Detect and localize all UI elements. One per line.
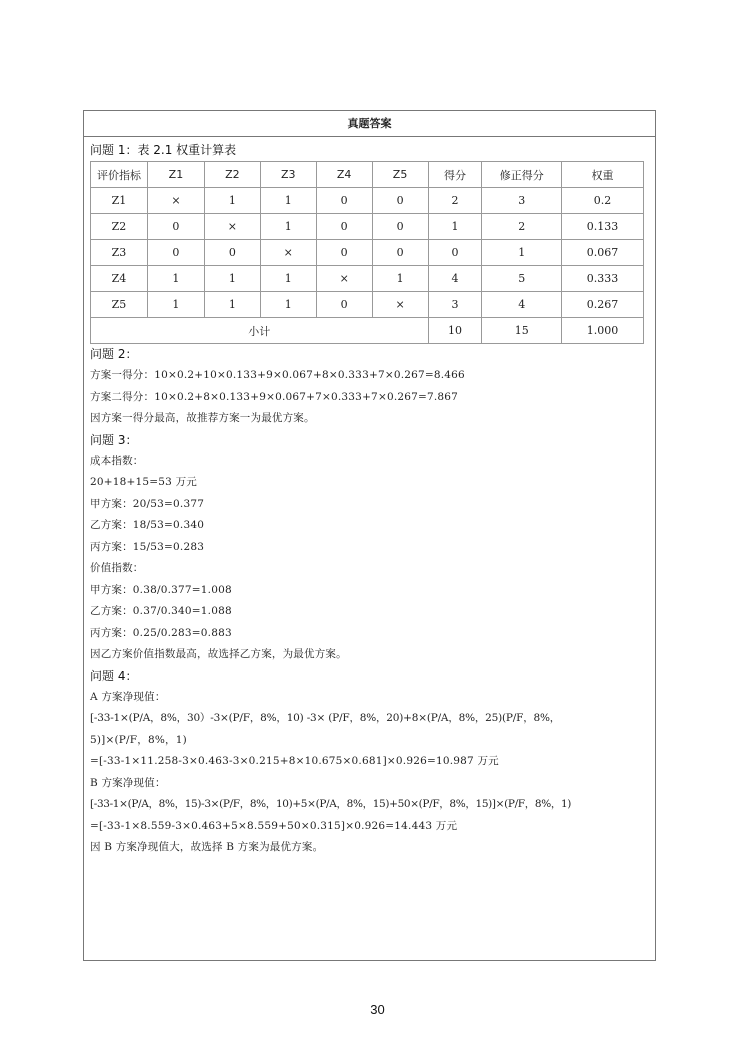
table-cell: 4 xyxy=(428,266,482,292)
table-cell: 0.067 xyxy=(562,240,644,266)
total-weight: 1.000 xyxy=(562,318,644,344)
table-cell: 0.2 xyxy=(562,188,644,214)
q4-line: 5)]×(P/F，8%，1) xyxy=(90,733,187,746)
q2-line: 方案二得分：10×0.2+8×0.133+9×0.067+7×0.333+7×0.267=7.867 xyxy=(90,390,459,403)
table-cell: 1 xyxy=(204,266,260,292)
column-header: 得分 xyxy=(428,162,482,188)
table-cell: 1 xyxy=(428,214,482,240)
table-cell: 0 xyxy=(372,214,428,240)
table-cell: 1 xyxy=(260,188,316,214)
table-cell: 1 xyxy=(204,188,260,214)
total-score: 10 xyxy=(428,318,482,344)
table-cell: Z4 xyxy=(91,266,148,292)
table-row xyxy=(91,188,644,214)
table-cell: Z3 xyxy=(91,240,148,266)
table-cell: 1 xyxy=(147,266,204,292)
q1-title: 问题 1：表 2.1 权重计算表 xyxy=(90,143,237,157)
table-cell: 0.267 xyxy=(562,292,644,318)
table-cell: 0 xyxy=(428,240,482,266)
table-cell: 0 xyxy=(372,240,428,266)
q4-line: [-33-1×(P/A，8%，15)-3×(P/F，8%，10)+5×(P/A，8%，15)+50×(P/F，8%，15)]×(P/F，8%，1) xyxy=(90,798,572,810)
q4-line: A 方案净现值： xyxy=(90,690,166,703)
q4-line: B 方案净现值： xyxy=(90,776,166,789)
table-row xyxy=(91,240,644,266)
q3-line: 甲方案：20/53=0.377 xyxy=(90,497,205,510)
table-row xyxy=(91,292,644,318)
q3-line: 成本指数： xyxy=(90,454,144,467)
table-cell: 1 xyxy=(260,266,316,292)
weight-table xyxy=(90,161,644,344)
table-cell: 4 xyxy=(482,292,562,318)
table-cell: Z5 xyxy=(91,292,148,318)
table-cell: × xyxy=(204,214,260,240)
table-cell: 5 xyxy=(482,266,562,292)
table-cell: 3 xyxy=(482,188,562,214)
table-cell: × xyxy=(260,240,316,266)
column-header: Z2 xyxy=(204,162,260,188)
answer-content xyxy=(84,137,655,859)
table-cell: × xyxy=(147,188,204,214)
q2-line: 因方案一得分最高，故推荐方案一为最优方案。 xyxy=(90,412,315,424)
table-cell: Z1 xyxy=(91,188,148,214)
table-cell: 2 xyxy=(428,188,482,214)
q2-line: 方案一得分：10×0.2+10×0.133+9×0.067+8×0.333+7×0.267=8.466 xyxy=(90,369,465,381)
table-cell: 3 xyxy=(428,292,482,318)
table-cell: × xyxy=(372,292,428,318)
table-cell: × xyxy=(316,266,372,292)
answer-frame xyxy=(83,110,656,961)
column-header: Z1 xyxy=(147,162,204,188)
q4-line: 因 B 方案净现值大，故选择 B 方案为最优方案。 xyxy=(90,841,324,853)
q3-title: 问题 3： xyxy=(90,432,138,447)
table-cell: 1 xyxy=(204,292,260,318)
table-cell: 1 xyxy=(260,292,316,318)
q3-line: 20+18+15=53 万元 xyxy=(90,476,197,488)
table-cell: 1 xyxy=(372,266,428,292)
q3-line: 丙方案：0.25/0.283=0.883 xyxy=(90,626,232,639)
table-cell: 0 xyxy=(316,188,372,214)
total-label: 小计 xyxy=(91,318,429,344)
column-header: Z3 xyxy=(260,162,316,188)
column-header: 修正得分 xyxy=(482,162,562,188)
q4-title: 问题 4： xyxy=(90,668,138,683)
table-cell: 0.333 xyxy=(562,266,644,292)
q3-line: 价值指数： xyxy=(90,562,144,574)
q3-line: 因乙方案价值指数最高，故选择乙方案，为最优方案。 xyxy=(90,648,347,660)
table-row xyxy=(91,214,644,240)
table-cell: 0 xyxy=(147,240,204,266)
table-cell: 1 xyxy=(147,292,204,318)
column-header: 权重 xyxy=(562,162,644,188)
table-cell: 2 xyxy=(482,214,562,240)
table-cell: 0 xyxy=(316,240,372,266)
column-header: Z5 xyxy=(372,162,428,188)
table-cell: 0 xyxy=(147,214,204,240)
table-cell: 0 xyxy=(316,214,372,240)
table-cell: Z2 xyxy=(91,214,148,240)
column-header: Z4 xyxy=(316,162,372,188)
page-number: 30 xyxy=(370,1002,385,1017)
q4-line: =[-33-1×8.559-3×0.463+5×8.559+50×0.315]×0.926=14.443 万元 xyxy=(90,819,458,832)
q3-line: 乙方案：0.37/0.340=1.088 xyxy=(90,605,232,617)
frame-header: 真题答案 xyxy=(84,111,655,137)
q2-title: 问题 2： xyxy=(90,347,138,361)
table-cell: 1 xyxy=(482,240,562,266)
table-cell: 0 xyxy=(316,292,372,318)
q4-line: =[-33-1×11.258-3×0.463-3×0.215+8×10.675×0.681]×0.926=10.987 万元 xyxy=(90,755,499,767)
table-cell: 0 xyxy=(204,240,260,266)
total-adjusted-score: 15 xyxy=(482,318,562,344)
table-header-row xyxy=(91,162,644,188)
table-row xyxy=(91,266,644,292)
q3-line: 甲方案：0.38/0.377=1.008 xyxy=(90,583,232,596)
table-cell: 1 xyxy=(260,214,316,240)
q4-line: [-33-1×(P/A，8%，30）-3×(P/F，8%，10) -3× (P/F，8%，20)+8×(P/A，8%，25)(P/F，8%， xyxy=(90,712,561,724)
column-header: 评价指标 xyxy=(91,162,148,188)
table-total-row xyxy=(91,318,644,344)
q3-line: 丙方案：15/53=0.283 xyxy=(90,540,205,553)
q3-line: 乙方案：18/53=0.340 xyxy=(90,519,205,531)
table-cell: 0.133 xyxy=(562,214,644,240)
table-cell: 0 xyxy=(372,188,428,214)
